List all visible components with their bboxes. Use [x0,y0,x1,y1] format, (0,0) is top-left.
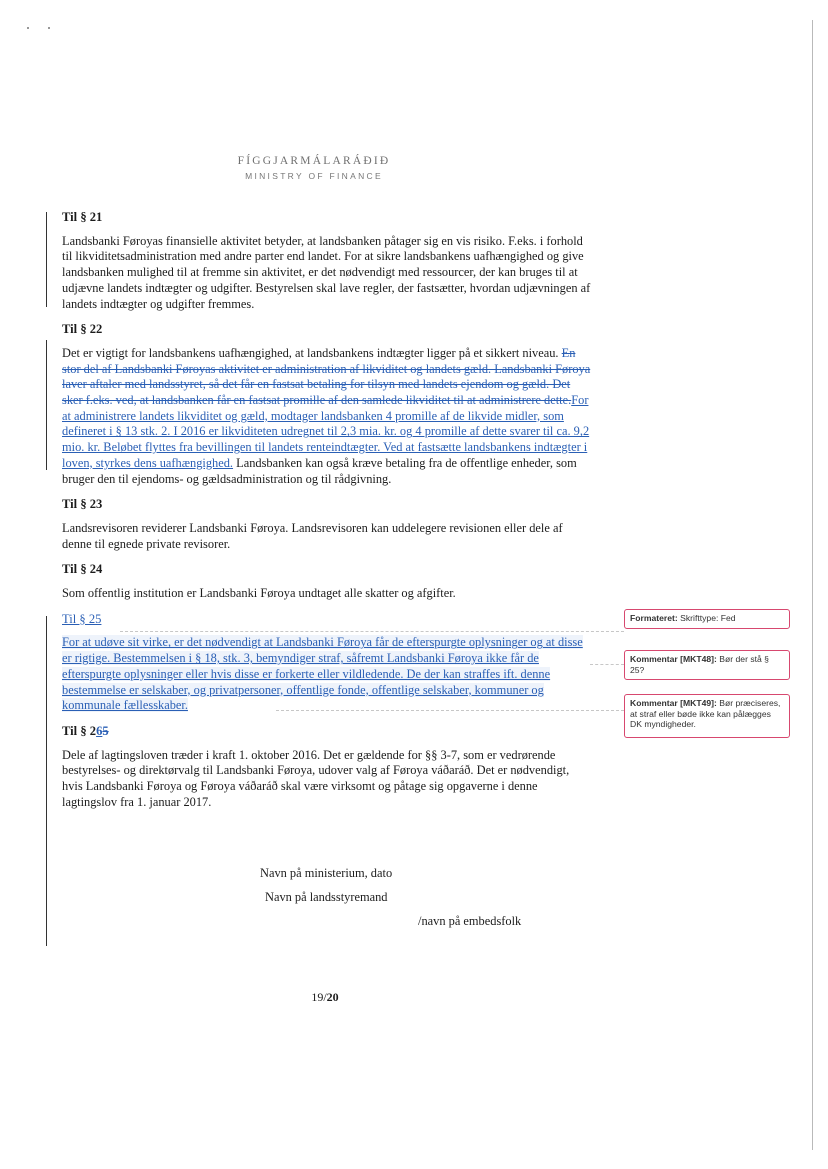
comment-mkt48[interactable] [624,650,790,680]
page-current: 19 [311,990,324,1004]
change-bar [46,340,47,470]
s22-intro: Det er vigtigt for landsbankens uafhængighed, at landsbankens indtægter ligger på et sikkert niveau. [62,345,559,360]
section-heading-26 [62,724,592,740]
comment-leader [590,664,624,665]
comment-label: Kommentar [MKT49]: [630,698,717,708]
section-text-22 [62,346,592,487]
scan-dot [48,27,50,29]
section-text-21: Landsbanki Føroyas finansielle aktivitet betyder, at landsbanken påtager sig en vis risiko. F.eks. i forhold til likviditetsadministration med andre parter end landet. For at sikre landsbankens uafhængighed og give landsbanken mulighed til at fremme sin aktivitet, er det nødvendigt med ressourcer, der kan bruges til at udjævne landets indtægter og udgifter. Bestyrelsen skal lave regler, der fastsætter, hvordan udjævningen af landets indtægter og udgifter fremmes. [62,233,591,311]
section-heading-24: Til § 24 [62,562,103,577]
document-body [62,210,592,821]
comment-leader [276,710,624,711]
deleted-text: En stor del af Landsbanki Føroyas aktivitet er administration af likviditet og landets gæld. Landsbanki Føroya laver aftaler med landsstyret, så det får en fastsat betaling for tilsyn med landets ejendom og gæld. Det sker f.eks. ved, at landsbanken får en fastsat promille af den samlede likviditet til at administrere dette. [62,345,591,408]
comment-mkt49[interactable] [624,694,790,738]
section-text-24: Som offentlig institution er Landsbanki Føroya undtaget alle skatter og afgifter. [62,586,456,601]
section-heading-22: Til § 22 [62,322,103,337]
comment-formatted[interactable] [624,609,790,629]
scan-dot [27,27,29,29]
comment-text: Bør der stå § 25? [630,654,769,675]
deleted-digit: 5 [102,723,109,738]
comment-label: Kommentar [MKT48]: [630,654,717,664]
section-heading-23: Til § 23 [62,497,103,512]
change-bar [46,616,47,946]
section-heading-25 [62,612,592,628]
page-number [0,990,650,1005]
inserted-heading-25: Til § 25 [62,611,102,626]
inserted-text-25: For at udøve sit virke, er det nødvendigt at Landsbanki Føroya får de efterspurgte oplysninger og at disse er rigtige. Bestemmelsen i § 18, stk. 3, bemyndiger straf, såfremt Landsbanki Føroya ikke får de efterspurgte oplysninger eller hvis disse er forkerte eller vildledende. De der kan straffes ift. denne bestemmelse er selskaber, og privatpersoner, offentlige fonde, offentlige selskaber, kommuner og kommunale fællesskaber. [62,635,583,713]
signature-ministry: Navn på ministerium, dato [260,866,393,880]
section-text-26: Dele af lagtingsloven træder i kraft 1. oktober 2016. Det er gældende for §§ 3-7, som er vedrørende bestyrelses- og direktørvalg til Landsbanki Føroya, udover valg af Føroya váðaráð. Det er nødvendigt, hvis Landsbanki Føroya og Føroya váðaráð skal være virksomt og påtage sig opgaverne i denne lagtingslov fra 1. januar 2017. [62,747,570,809]
comment-text: Bør præciseres, at straf eller bøde ikke kan pålægges DK myndigheder. [630,698,781,729]
s22-outro: Landsbanken kan også kræve betaling fra de offentlige enheder, som bruger den til ejendoms- og gældsadministration og til rådgivning. [62,455,577,486]
page-separator: / [323,990,327,1004]
change-bar [46,212,47,307]
comment-label: Formateret: [630,613,678,623]
ministry-title: FÍGGJARMÁLARÁÐIÐ [237,155,391,167]
signature-minister: Navn på landsstyremand [265,890,388,904]
heading-prefix: Til § 2 [62,723,97,738]
inserted-text: For at administrere landets likviditet og gæld, modtager landsbanken 4 promille af de likvide midler, som defineret i § 13 stk. 2. I 2016 er likviditeten udregnet til 2,3 mia. kr. og 4 promille af dette svarer til ca. 9,2 mio. kr. Beløbet flyttes fra bevillingen til landets renteindtægter. Ved at fastsætte landsbankens indtægter i loven, styrkes dens uafhængighed. [62,393,590,470]
comment-leader [120,631,624,632]
inserted-digit: 6 [96,723,103,738]
section-text-23: Landsrevisoren reviderer Landsbanki Føroya. Landsrevisoren kan uddelegere revisionen eller dele af denne til egnede private revisorer. [62,520,563,551]
signature-officials: /navn på embedsfolk [418,914,522,928]
comment-text: Skrifttype: Fed [680,613,736,623]
section-text-25 [62,635,592,714]
ministry-subtitle: MINISTRY OF FINANCE [245,171,383,181]
section-heading-21: Til § 21 [62,210,103,224]
page-edge-line [812,20,813,1150]
page-total: 20 [326,990,339,1004]
